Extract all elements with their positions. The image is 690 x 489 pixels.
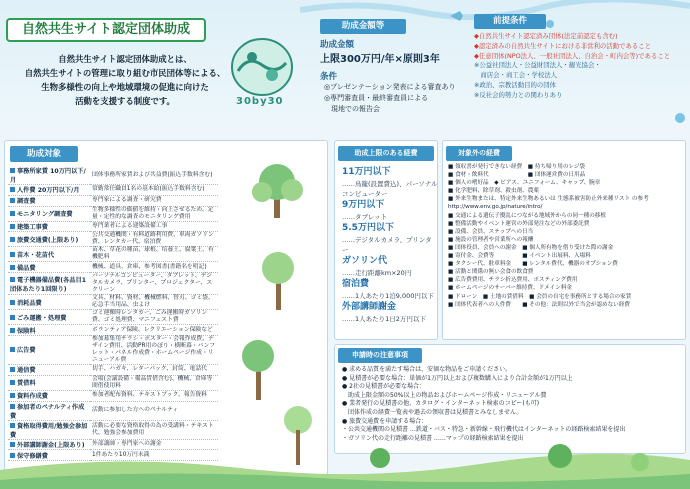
prereq-item: ◆任意団体(NPO法人、一般社団法人、自治会・町内会等)であること	[474, 51, 671, 60]
grant-item-name: 調査費	[8, 195, 90, 206]
grant-item-detail: パーソナルコンピューター、タブレット、デジタルカメラ、プリンター、プロジェクター、スクリーン	[90, 273, 218, 295]
grant-item-detail: 会場(会議設備・備品賃借含む)、機械、倉庫等間借使用料	[90, 375, 218, 390]
grant-item-name: 建築工事費	[8, 221, 90, 232]
excluded-item: ■ 整備活動やイベント運営の外部発注などの外部委託費	[448, 220, 590, 227]
table-row	[8, 166, 218, 185]
bullet-icon	[10, 198, 15, 203]
amount-value: 上限300万円/年×原則3年	[320, 54, 440, 65]
prereq-list	[474, 32, 688, 101]
excluded-item: ■ 団体代表者への人件費 ■ その他：法則以外で当会が認めない経費	[448, 301, 630, 308]
table-row	[8, 335, 218, 364]
excluded-item: ■ 寄付金、会費等 ■ イベント出展料、入場料	[448, 253, 591, 260]
grant-item-name: 消耗品費	[8, 295, 90, 310]
grant-item-detail: 参加者配布資料、テキストブック、報告資料	[90, 390, 218, 401]
notes-list	[342, 366, 682, 443]
grant-item-detail: 生物多様性の価値を維持・向上させるため、定量・定性的な調査のモニタリング費用	[90, 206, 218, 221]
nature-logo-icon	[228, 35, 296, 105]
amount-label: 助成金額	[320, 40, 355, 50]
table-row	[8, 325, 218, 336]
prereq-item: 商店会・商工会・学校法人	[474, 71, 558, 80]
table-row	[8, 420, 218, 439]
bullet-icon	[10, 252, 15, 257]
bullet-icon	[10, 224, 15, 229]
grant-item-detail: 参加募集用チラシ・ポスター・会報作成費、デザイン費用、活動PR用のぼり・横断幕・パンフレット・パネル作成費・ホームページ作成・リニューアル費	[90, 335, 218, 364]
note-item: ・ガソリン代の走行距離の見積書 ……マップの経路検索結果を提出	[342, 434, 524, 442]
table-row	[8, 185, 218, 196]
excluded-item: ■ 外来生物または、特定外来生物あるいは 生態系被害防止外来種リスト の参考 http://www.env.go.jp/nature/intro/	[448, 196, 649, 211]
grant-item-name: 資料作成費	[8, 390, 90, 401]
excluded-item: ■ 化学肥料、除草剤、殺虫剤、農薬	[448, 188, 539, 195]
excluded-item: ■ ドローン ■ 土地の賃借料 ■ 会員の自宅を事務所とする場合の家賃	[448, 293, 632, 300]
grant-item-name: 参加者のペナルティ作成費	[8, 401, 90, 420]
prereq-item: ※政治、宗教活動目的の団体	[474, 80, 557, 89]
prereq-item: ◆自然共生サイト認定済み団体(法定前認定も含む)	[474, 32, 618, 40]
bullet-icon	[10, 237, 15, 242]
table-row	[8, 401, 218, 420]
amount-heading: 助成金額等	[320, 19, 406, 34]
excluded-item: ■ 個人の嗜好品 ◆ ピアス、ユニフォーム、キャップ、腕章	[448, 180, 601, 187]
note-item: ● 2社の見積書が必要な場合：	[342, 383, 425, 391]
prereq-item: ※公益社団法人・公益財団法人・観光協会・	[474, 61, 601, 70]
grant-item-name: 苗木・花苗代	[8, 247, 90, 262]
prereq-item: ◆認定済みの自然共生サイトにおける非営利の活動であること	[474, 41, 652, 50]
grant-item-name: 電子機器備品費(各品目1団体あたり1回限り)	[8, 273, 90, 295]
excluded-item: ■ ホームページのサーバー維持費、ドメイン料金	[448, 285, 572, 292]
excluded-item: ■ 交通による遺伝子攪乱につながる地域外からの同一種の移植	[448, 212, 606, 219]
tree-icon	[242, 160, 312, 220]
note-item: ・公共交通機関の見積書 …鉄道・バス・特急・新幹線・飛行機代はインターネットの経路検索結果を提出	[342, 426, 626, 434]
grant-item-name: 外部講師謝金(上限あり)	[8, 439, 90, 450]
note-item: ● 見積書が必要な場合：単価が1万円以上および複数購入により合計金額が1万円以上	[342, 374, 573, 382]
ground-scenery	[0, 440, 690, 489]
grant-item-name: 旅費交通費(上限あり)	[8, 232, 90, 247]
table-row	[8, 273, 218, 295]
logo-text: 30by30	[236, 96, 284, 107]
grant-item-name: 備品費	[8, 262, 90, 273]
excluded-item: ■ 広告費費用、チラシ折込費用、ポスティング費用	[448, 277, 578, 284]
bullet-icon	[10, 393, 15, 398]
grant-item-name: 賃借料	[8, 375, 90, 390]
note-item: 団体作成の経費一覧表や過去の領収書は見積書とみなしません。	[342, 408, 523, 416]
excluded-item: ■ 領収書が発行できない経費 ■ 持ち帰り用のレジ袋	[448, 164, 586, 170]
grant-item-detail: 公共交通機関・有料道路利用費、車両ガソリン費、レンタカー代、宿泊費	[90, 232, 218, 247]
grant-target-table	[8, 166, 218, 461]
intro-text: 自然共生サイト認定団体助成とは、 自然共生サイトの管理に取り組む市民団体等による、 生物多様性の向上や地域環境の促進に向けた 活動を支援する制度です。	[24, 54, 226, 106]
upper-limit-list: 11万円以下 ……鳥籠(設置費込)、パーソナルコンピューター 9万円以下 ……タブレット 5.5万円以下 ……デジタルカメラ、プリンター ガソリン代 ……走行距離km×20円 宿泊費 ……1人あたり1泊9,000円以下 外部講師謝金 ……1人あたり1日2万円以下	[342, 167, 438, 323]
bullet-icon	[10, 423, 15, 428]
note-item: ● 求める品質を満たす場合は、安価な物品をご申請ください。	[342, 366, 512, 373]
excluded-item: ■ タクシー代、駐車料金 ■ レンタル費代、機器のオプション費	[448, 261, 618, 268]
grant-item-name: 広告費	[8, 335, 90, 364]
bush-icon	[548, 444, 572, 468]
table-row	[8, 195, 218, 206]
note-item: ● 業者発行の見積書の他、カタログ・インターネット検索のコピー(も可)	[342, 400, 540, 408]
bullet-icon	[10, 328, 15, 333]
bullet-icon	[10, 300, 15, 305]
grant-item-name: モニタリング調査費	[8, 206, 90, 221]
grant-item-detail: 外部講師・専門家への謝金	[90, 439, 218, 450]
prereq-item: ※反社会的勢力との関わりあり	[474, 90, 563, 99]
grant-item-detail: 常勤常任職員1名の基本給(振込手数料含む)	[90, 185, 218, 196]
bullet-icon	[10, 265, 15, 270]
excluded-item: ■ 施設の管理者や営業所への報酬	[448, 236, 534, 243]
condition-list: ◎プレゼンテーション発表による審査あり ◎専門審査員・最終審査員による 現地での報告会	[324, 83, 456, 113]
upper-limit-heading: 助成上限のある経費	[338, 146, 434, 161]
excluded-heading: 対象外の経費	[446, 146, 512, 161]
grant-item-detail: 活動に必要な資格取得の為の受講料・テキスト代、勉強会参加費用	[90, 420, 218, 439]
grant-item-detail: ボランティア保険、レクリエーション保険など	[90, 325, 218, 336]
bubble-icon	[675, 113, 685, 123]
grant-item-name: 人件費 20万円以下/月	[8, 185, 90, 196]
excluded-item: ■ 食材・飲料代 ■ 団体運営費の日用品	[448, 172, 586, 179]
bullet-icon	[10, 168, 15, 173]
grant-item-detail: 専門家による調査・研究費	[90, 195, 218, 206]
bullet-icon	[10, 187, 15, 192]
table-row	[8, 375, 218, 390]
excluded-item: ■ 設備、会員、ステップへの日当	[448, 228, 534, 235]
grant-target-heading: 助成対象	[10, 146, 78, 162]
grant-item-detail: 活動に参加した方へのペナルティ	[90, 401, 218, 420]
note-item: 助成上限金額の50%以上の物品およびホームページ作成・リニューアル費	[342, 391, 547, 399]
condition-label: 条件	[320, 72, 338, 82]
grant-item-detail: 切手、ハガキ、レターパック、封筒、電話代	[90, 364, 218, 375]
grant-item-name: 保守修繕費	[8, 450, 90, 461]
bubble-icon	[546, 20, 554, 28]
table-row	[8, 232, 218, 247]
grant-item-detail: 文具、材料、資材、機械燃料、替刃、ゴミ袋、応急手当用品、虫よけ	[90, 295, 218, 310]
excluded-item: ■ 団体役員、会員への謝金 ■ 個人所有物を借り受けた際の謝金	[448, 244, 614, 251]
page-title: 自然共生サイト認定団体助成	[6, 18, 206, 42]
table-row	[8, 364, 218, 375]
excluded-list	[448, 163, 684, 309]
grant-item-name: 資格取得費用/勉強会参加費	[8, 420, 90, 439]
bullet-icon	[10, 277, 15, 282]
grant-item-detail: 団体事務所家賃および共益費(振込手数料含む)	[90, 166, 218, 185]
prereq-heading: 前提条件	[474, 14, 546, 29]
excluded-item: ■ 活動と関係の無い会食の飲食費	[448, 269, 534, 276]
table-row	[8, 295, 218, 310]
grant-item-detail: 機械、道具、倉庫、参考図書(書籍名を明記)	[90, 262, 218, 273]
bullet-icon	[10, 315, 15, 320]
table-row	[8, 247, 218, 262]
table-row	[8, 310, 218, 325]
bullet-icon	[10, 380, 15, 385]
bullet-icon	[10, 211, 15, 216]
bullet-icon	[10, 404, 15, 409]
bullet-icon	[10, 367, 15, 372]
grant-item-detail: ゴミ運搬時レンタカー、ごみ運搬時ガソリン費、ゴミ処理費、マニフェスト費	[90, 310, 218, 325]
bush-icon	[631, 453, 649, 471]
grant-item-name: 保険料	[8, 325, 90, 336]
notes-heading: 申請時の注意事項	[338, 348, 422, 363]
note-item: ● 旅費交通費を申請する場合：	[342, 417, 428, 425]
grant-item-detail: 苗木、草花の種苗、球根、培養土、腐葉土、有機肥料	[90, 247, 218, 262]
table-row	[8, 262, 218, 273]
bullet-icon	[10, 347, 15, 352]
bush-icon	[370, 448, 390, 468]
table-row	[8, 390, 218, 401]
table-row	[8, 221, 218, 232]
grant-item-name: 通信費	[8, 364, 90, 375]
table-row	[8, 206, 218, 221]
grant-item-name: 事務所家賃 10万円以下/月	[8, 166, 90, 185]
grant-item-name: ごみ運搬・処理費	[8, 310, 90, 325]
grant-item-detail: 1件あたり10万円未満	[90, 450, 218, 461]
grant-item-detail: 専門業者による建築設備工事	[90, 221, 218, 232]
